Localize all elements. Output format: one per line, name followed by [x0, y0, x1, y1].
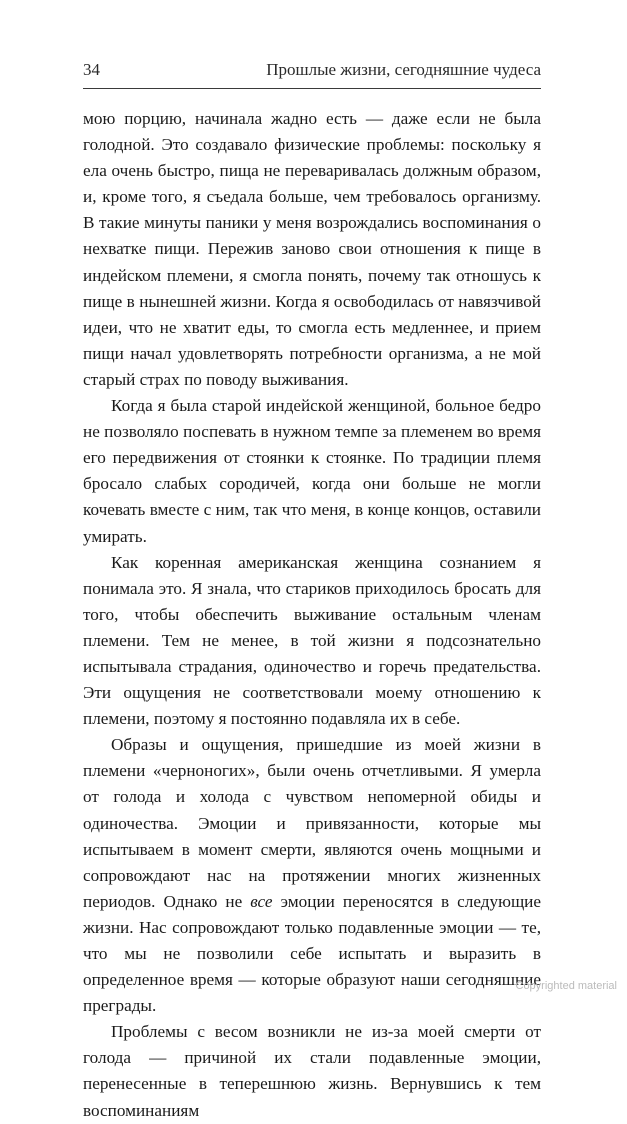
- paragraph-4: [83, 732, 541, 1019]
- paragraph-4-rest: эмоции переносятся в следующие жизни. Нас сопровождают только подавленные эмоции — те, что мы не позволили себе испытать и выразить в определенное время — которые образуют наши сегодняшние преграды.: [83, 891, 542, 1016]
- paragraph-4-emphasis: все: [250, 891, 273, 911]
- body-text: [83, 106, 541, 1124]
- paragraph-5: Проблемы с весом возникли не из-за моей смерти от голода — причиной их стали подавленные эмоции, перенесенные в теперешнюю жизнь. Вернувшись к тем воспоминаниям: [83, 1022, 541, 1120]
- header-rule: [83, 88, 541, 89]
- copyright-watermark: Copyrighted material: [515, 980, 617, 992]
- running-header: [83, 60, 541, 80]
- page-number: 34: [83, 60, 100, 79]
- paragraph-4-plain: не: [225, 891, 251, 911]
- paragraph-1: мою порцию, начинала жадно есть — даже если не была голодной. Это создавало физические проблемы: поскольку я ела очень быстро, пища не переваривалась должным образом, и, кроме того, я съедала больше, чем требовалось организму. В такие минуты паники у меня возрождались воспоминания о нехватке пищи. Пережив заново свои отношения к пище в индейском племени, я смогла понять, почему так отношусь к пище в нынешней жизни. Когда я освободилась от навязчивой идеи, что не хватит еды, то смогла есть медленнее, и прием пищи начал удовлетворять потребности организма, а не мой старый страх по поводу выживания.: [83, 109, 541, 389]
- paragraph-4-text: Образы и ощущения, пришедшие из моей жизни в племени «черноногих», были очень отчетливыми. Я умерла от голода и холода с чувством непомерной обиды и одиночества. Эмоции и привязанности, которые мы испытываем в момент смерти, являются очень мощными и сопровождают нас на протяжении многих жизненных периодов. Однако: [83, 735, 541, 911]
- paragraph-3: Как коренная американская женщина сознанием я понимала это. Я знала, что стариков приходилось бросать для того, чтобы обеспечить выживание остальным членам племени. Тем не менее, в той жизни я подсознательно испытывала страдания, одиночество и горечь предательства. Эти ощущения не соответствовали моему отношению к племени, поэтому я постоянно подавляла их в себе.: [83, 552, 541, 729]
- running-title: Прошлые жизни, сегодняшние чудеса: [266, 60, 541, 79]
- paragraph-2: Когда я была старой индейской женщиной, больное бедро не позволяло поспевать в нужном темпе за племенем во время его передвижения от стоянки к стоянке. По традиции племя бросало слабых сородичей, когда они больше не могли кочевать вместе с ним, так что меня, в конце концов, оставили умирать.: [83, 396, 541, 546]
